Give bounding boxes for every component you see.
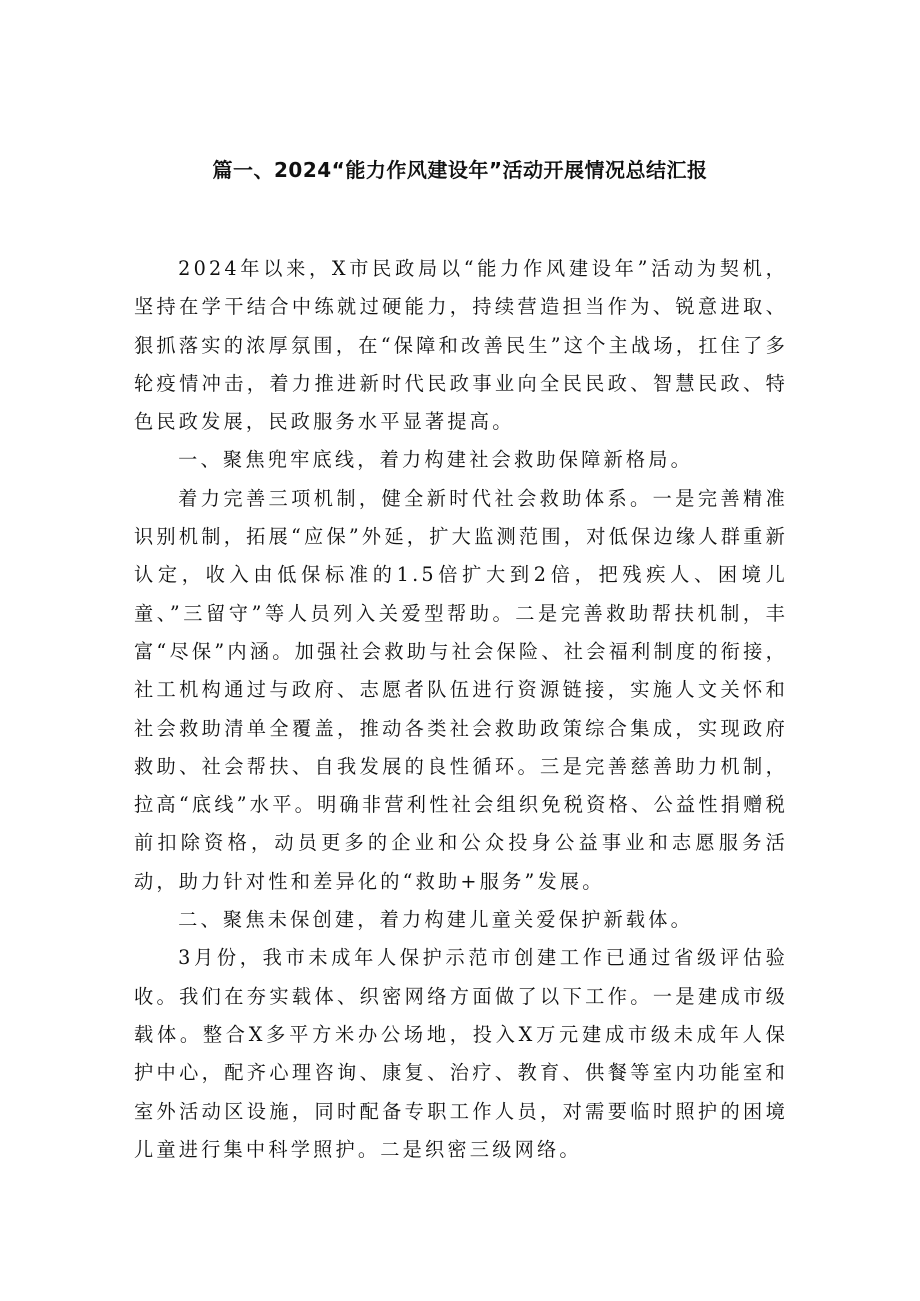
section-heading-2: 二、聚焦未保创建，着力构建儿童关爱保护新载体。 bbox=[178, 908, 694, 932]
section-2-paragraph: 3月份，我市未成年人保护示范市创建工作已通过省级评估验收。我们在夯实载体、织密网络方面做了以下工作。一是建成市级载体。整合X多平方米办公场地，投入X万元建成市级未成年人保护中心，配齐心理咨询、康复、治疗、教育、供餐等室内功能室和室外活动区设施，同时配备专职工作人员，对需要临时照护的困境儿童进行集中科学照护。二是织密三级网络。 bbox=[134, 946, 788, 1161]
intro-paragraph: 2024年以来，X市民政局以“能力作风建设年”活动为契机，坚持在学干结合中练就过硬能力，持续营造担当作为、锐意进取、狠抓落实的浓厚氛围，在“保障和改善民生”这个主战场，扛住了多轮疫情冲击，着力推进新时代民政事业向全民民政、智慧民政、特色民政发展，民政服务水平显著提高。 bbox=[134, 257, 788, 434]
document-body bbox=[134, 250, 788, 1169]
section-heading-1: 一、聚焦兜牢底线，着力构建社会救助保障新格局。 bbox=[178, 448, 694, 472]
document-title: 篇一、2024“能力作风建设年”活动开展情况总结汇报 bbox=[212, 158, 708, 182]
section-1-paragraph: 着力完善三项机制，健全新时代社会救助体系。一是完善精准识别机制，拓展“应保”外延，扩大监测范围，对低保边缘人群重新认定，收入由低保标准的1.5倍扩大到2倍，把残疾人、困境儿童、”三留守”等人员列入关爱型帮助。二是完善救助帮扶机制，丰富“尽保”内涵。加强社会救助与社会保险、社会福利制度的衔接，社工机构通过与政府、志愿者队伍进行资源链接，实施人文关怀和社会救助清单全覆盖，推动各类社会救助政策综合集成，实现政府救助、社会帮扶、自我发展的良性循环。三是完善慈善助力机制，拉高“底线”水平。明确非营利性社会组织免税资格、公益性捐赠税前扣除资格，动员更多的企业和公众投身公益事业和志愿服务活动，助力针对性和差异化的“救助+服务”发展。 bbox=[134, 486, 788, 893]
